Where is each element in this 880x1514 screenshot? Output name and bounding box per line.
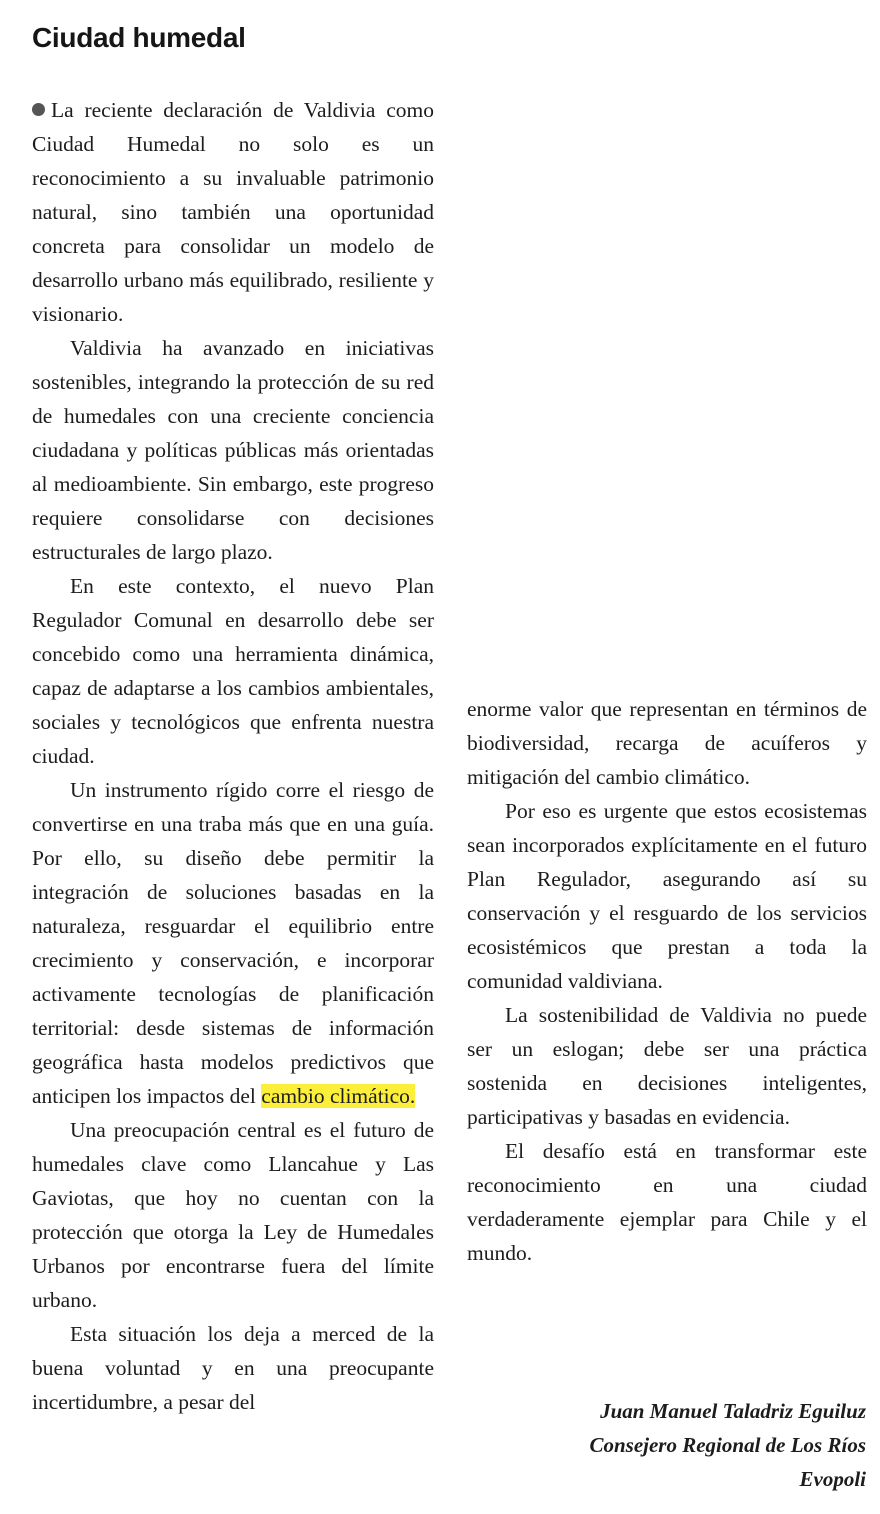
signature: [589, 1394, 866, 1496]
paragraph-4: [32, 773, 434, 1113]
paragraph-1: [32, 93, 434, 331]
author-name: Juan Manuel Taladriz Eguiluz: [600, 1399, 866, 1423]
left-column: [32, 93, 434, 1419]
highlighted-text: cambio climático.: [261, 1084, 416, 1108]
article-title: Ciudad humedal: [32, 22, 246, 53]
paragraph-8: Por eso es urgente que estos ecosistemas sean incorporados explícitamente en el futuro Plan Regulador, asegurando así su conservación y el resguardo de los servicios ecosistémicos que prestan a toda la comunidad valdiviana.: [467, 799, 867, 993]
paragraph-5: Una preocupación central es el futuro de humedales clave como Llancahue y Las Gaviotas, que hoy no cuentan con la protección que otorga la Ley de Humedales Urbanos por encontrarse fuera del límite urbano.: [32, 1118, 434, 1312]
paragraph-10: El desafío está en transformar este reconocimiento en una ciudad verdaderamente ejemplar para Chile y el mundo.: [467, 1139, 867, 1265]
paragraph-2: Valdivia ha avanzado en iniciativas sostenibles, integrando la protección de su red de humedales con una creciente conciencia ciudadana y políticas públicas más orientadas al medioambiente. Sin embargo, este progreso requiere consolidarse con decisiones estructurales de largo plazo.: [32, 336, 434, 564]
author-party: Evopoli: [799, 1467, 866, 1491]
paragraph-9: La sostenibilidad de Valdivia no puede ser un eslogan; debe ser una práctica sostenida en decisiones inteligentes, participativas y basadas en evidencia.: [467, 1003, 867, 1129]
paragraph-1-text: La reciente declaración de Valdivia como Ciudad Humedal no solo es un reconocimiento a su invaluable patrimonio natural, sino también una oportunidad concreta para consolidar un modelo de desarrollo urbano más equilibrado, resiliente y visionario.: [32, 98, 434, 326]
right-column: [467, 692, 867, 1270]
bullet-icon: [32, 103, 45, 116]
paragraph-3: En este contexto, el nuevo Plan Regulador Comunal en desarrollo debe ser concebido como una herramienta dinámica, capaz de adaptarse a los cambios ambientales, sociales y tecnológicos que enfrenta nuestra ciudad.: [32, 574, 434, 768]
paragraph-4-text: Un instrumento rígido corre el riesgo de convertirse en una traba más que en una guía. Por ello, su diseño debe permitir la integración de soluciones basadas en la naturaleza, resguardar el equilibrio entre crecimiento y conservación, e incorporar activamente tecnologías de planificación territorial: desde sistemas de información geográfica hasta modelos predictivos que anticipen los impactos del: [32, 778, 434, 1108]
paragraph-6: Esta situación los deja a merced de la buena voluntad y en una preocupante incertidumbre, a pesar del: [32, 1322, 434, 1414]
paragraph-7: enorme valor que representan en términos de biodiversidad, recarga de acuíferos y mitigación del cambio climático.: [467, 697, 867, 789]
author-role: Consejero Regional de Los Ríos: [589, 1433, 866, 1457]
